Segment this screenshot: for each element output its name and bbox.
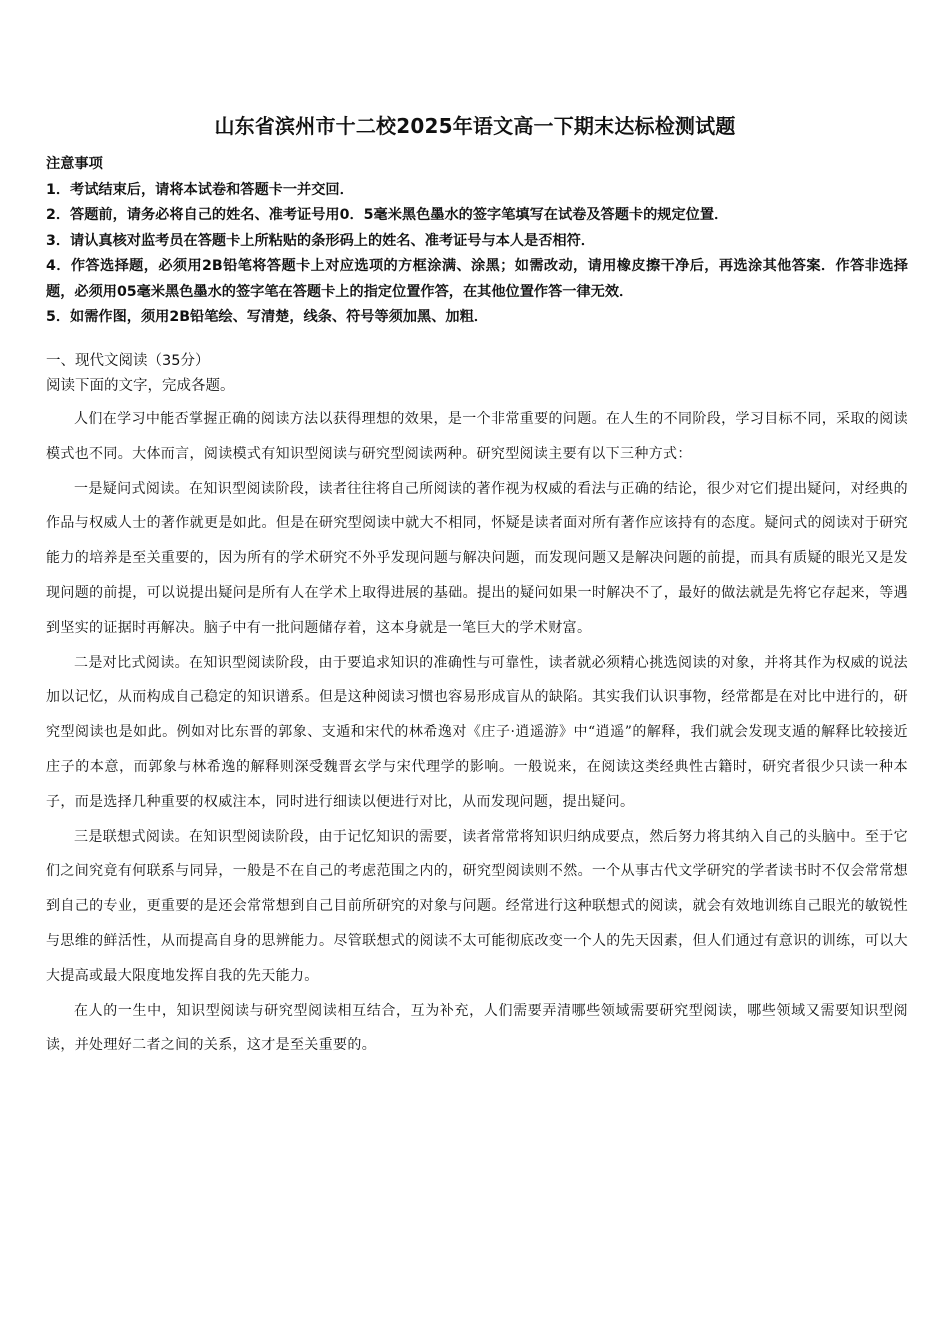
passage-paragraph: 二是对比式阅读。在知识型阅读阶段，由于要追求知识的准确性与可靠性，读者就必须精心挑选阅读的对象，并将其作为权威的说法加以记忆，从而构成自己稳定的知识谱系。但是这种阅读习惯也容易形成盲从的缺陷。其实我们认识事物，经常都是在对比中进行的，研究型阅读也是如此。例如对比东晋的郭象、支遁和宋代的林希逸对《庄子·逍遥游》中“逍遥”的解释，我们就会发现支遁的解释比较接近庄子的本意，而郭象与林希逸的解释则深受魏晋玄学与宋代理学的影响。一般说来，在阅读这类经典性古籍时，研究者很少只读一种本子，而是选择几种重要的权威注本，同时进行细读以便进行对比，从而发现问题，提出疑问。 [46,654,908,810]
passage-paragraph: 人们在学习中能否掌握正确的阅读方法以获得理想的效果，是一个非常重要的问题。在人生的不同阶段，学习目标不同，采取的阅读模式也不同。大体而言，阅读模式有知识型阅读与研究型阅读两种。研究型阅读主要有以下三种方式： [46,411,908,462]
notice-block [46,152,908,331]
notice-heading: 注意事项 [46,156,103,172]
passage-paragraph: 一是疑问式阅读。在知识型阅读阶段，读者往往将自己所阅读的著作视为权威的看法与正确的结论，很少对它们提出疑问，对经典的作品与权威人士的著作就更是如此。但是在研究型阅读中就大不相同，怀疑是读者面对所有著作应该持有的态度。疑问式的阅读对于研究能力的培养是至关重要的，因为所有的学术研究不外乎发现问题与解决问题，而发现问题又是解决问题的前提，而具有质疑的眼光又是发现问题的前提，可以说提出疑问是所有人在学术上取得进展的基础。提出的疑问如果一时解决不了，最好的做法就是先将它存起来，等遇到坚实的证据时再解决。脑子中有一批问题储存着，这本身就是一笔巨大的学术财富。 [46,480,908,636]
notice-item: 1．考试结束后，请将本试卷和答题卡一并交回． [46,181,354,198]
passage-paragraph: 在人的一生中，知识型阅读与研究型阅读相互结合，互为补充，人们需要弄清哪些领域需要研究型阅读，哪些领域又需要知识型阅读，并处理好二者之间的关系，这才是至关重要的。 [46,1002,908,1054]
exam-title: 山东省滨州市十二校2025年语文高一下期末达标检测试题 [214,114,736,138]
notice-item: 3．请认真核对监考员在答题卡上所粘贴的条形码上的姓名、准考证号与本人是否相符． [46,232,595,249]
reading-passage [46,402,908,1063]
notice-item: 2．答题前，请务必将自己的姓名、准考证号用0．5毫米黑色墨水的签字笔填写在试卷及答题卡的规定位置． [46,207,729,223]
passage-paragraph: 三是联想式阅读。在知识型阅读阶段，由于记忆知识的需要，读者常常将知识归纳成要点，然后努力将其纳入自己的头脑中。至于它们之间究竟有何联系与同异，一般是不在自己的考虑范围之内的，研究型阅读则不然。一个从事古代文学研究的学者读书时不仅会常常想到自己的专业，更重要的是还会常常想到自己目前所研究的对象与问题。经常进行这种联想式的阅读，就会有效地训练自己眼光的敏锐性与思维的鲜活性，从而提高自身的思辨能力。尽管联想式的阅读不太可能彻底改变一个人的先天因素，但人们通过有意识的训练，可以大大提高或最大限度地发挥自我的先天能力。 [46,828,908,984]
section-heading: 一、现代文阅读（35分） [46,353,210,369]
section-instruction: 阅读下面的文字，完成各题。 [46,378,235,394]
notice-item: 5．如需作图，须用2B铅笔绘、写清楚，线条、符号等须加黑、加粗． [46,309,488,325]
notice-item: 4．作答选择题，必须用2B铅笔将答题卡上对应选项的方框涂满、涂黑；如需改动，请用橡皮擦干净后，再选涂其他答案．作答非选择题，必须用05毫米黑色墨水的签字笔在答题卡上的指定位置作答，在其他位置作答一律无效． [46,258,908,300]
